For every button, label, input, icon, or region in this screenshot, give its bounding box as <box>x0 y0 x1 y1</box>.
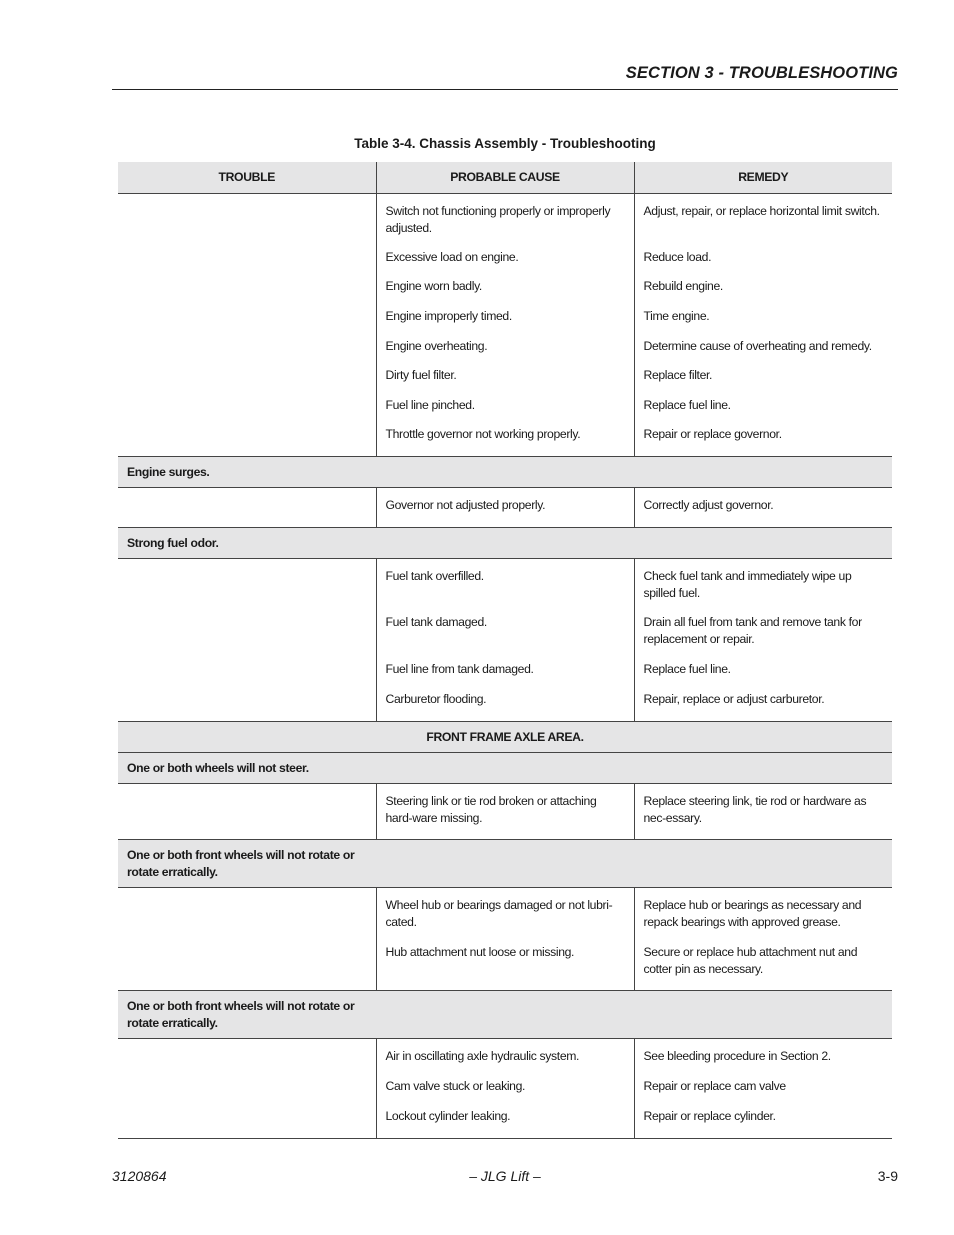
trouble-text: One or both front wheels will not rotate or rotate erratically. <box>127 998 355 1030</box>
remedy-item: Time engine. <box>643 309 710 323</box>
cause-item: Engine overheating. <box>385 339 488 353</box>
remedy-item: Repair or replace cam valve <box>643 1079 786 1093</box>
trouble-row <box>118 753 892 784</box>
remedy-cell <box>634 1039 892 1139</box>
column-header-probable-cause: PROBABLE CAUSE <box>376 162 634 194</box>
remedy-item: Repair, replace or adjust carburetor. <box>643 692 825 706</box>
trouble-description <box>118 528 892 559</box>
cause-item: Fuel tank overfilled. <box>385 569 484 583</box>
remedy-item: Repair or replace governor. <box>643 427 782 441</box>
remedy-cell <box>634 488 892 528</box>
table-caption: Table 3-4. Chassis Assembly - Troubleshooting <box>354 136 656 151</box>
trouble-description <box>118 991 892 1039</box>
column-header-trouble: TROUBLE <box>118 162 376 194</box>
trouble-cell-empty <box>118 888 376 991</box>
probable-cause-cell <box>376 194 634 457</box>
cause-item: Wheel hub or bearings damaged or not lubri-cated. <box>385 898 613 929</box>
remedy-item: Replace steering link, tie rod or hardware as nec-essary. <box>643 794 867 825</box>
cause-item: Engine worn badly. <box>385 279 482 293</box>
page-number: 3-9 <box>877 1168 898 1184</box>
remedy-item: Correctly adjust governor. <box>643 498 774 512</box>
remedy-item: See bleeding procedure in Section 2. <box>643 1049 831 1063</box>
section-heading: FRONT FRAME AXLE AREA. <box>118 722 892 753</box>
remedy-item: Replace fuel line. <box>643 662 731 676</box>
probable-cause-cell <box>376 1039 634 1139</box>
cause-item: Carburetor flooding. <box>385 692 487 706</box>
trouble-row <box>118 991 892 1039</box>
remedy-item: Drain all fuel from tank and remove tank for replacement or repair. <box>643 615 862 646</box>
troubleshooting-table <box>118 162 892 1139</box>
remedy-item: Reduce load. <box>643 250 712 264</box>
trouble-text: One or both front wheels will not rotate or rotate erratically. <box>127 847 355 879</box>
cause-item: Cam valve stuck or leaking. <box>385 1079 526 1093</box>
cause-remedy-block <box>118 194 892 457</box>
trouble-text: One or both wheels will not steer. <box>127 760 309 775</box>
remedy-item: Secure or replace hub attachment nut and cotter pin as necessary. <box>643 945 858 976</box>
section-heading-row <box>118 722 892 753</box>
probable-cause-cell <box>376 784 634 840</box>
column-header-remedy: REMEDY <box>634 162 892 194</box>
trouble-description <box>118 457 892 488</box>
trouble-cell-empty <box>118 488 376 528</box>
remedy-item: Repair or replace cylinder. <box>643 1109 776 1123</box>
cause-item: Hub attachment nut loose or missing. <box>385 945 575 959</box>
probable-cause-cell <box>376 559 634 722</box>
cause-remedy-block <box>118 488 892 528</box>
cause-item: Steering link or tie rod broken or attaching hard-ware missing. <box>385 794 597 825</box>
remedy-cell <box>634 559 892 722</box>
cause-item: Fuel line from tank damaged. <box>385 662 534 676</box>
remedy-item: Check fuel tank and immediately wipe up spilled fuel. <box>643 569 852 600</box>
remedy-item: Adjust, repair, or replace horizontal limit switch. <box>643 204 880 218</box>
cause-remedy-block <box>118 784 892 840</box>
cause-item: Engine improperly timed. <box>385 309 512 323</box>
document-number: 3120864 <box>112 1168 167 1184</box>
header-rule <box>112 89 898 90</box>
remedy-item: Replace hub or bearings as necessary and repack bearings with approved grease. <box>643 898 862 929</box>
remedy-cell <box>634 888 892 991</box>
remedy-item: Rebuild engine. <box>643 279 723 293</box>
trouble-row <box>118 528 892 559</box>
remedy-cell <box>634 194 892 457</box>
section-title: SECTION 3 - TROUBLESHOOTING <box>625 64 898 82</box>
cause-item: Air in oscillating axle hydraulic system. <box>385 1049 580 1063</box>
trouble-cell-empty <box>118 1039 376 1139</box>
cause-remedy-block <box>118 888 892 991</box>
table-body <box>118 194 892 1139</box>
trouble-cell-empty <box>118 194 376 457</box>
cause-item: Throttle governor not working properly. <box>385 427 581 441</box>
cause-item: Fuel line pinched. <box>385 398 475 412</box>
trouble-text: Strong fuel odor. <box>127 535 219 550</box>
cause-item: Lockout cylinder leaking. <box>385 1109 511 1123</box>
cause-remedy-block <box>118 559 892 722</box>
trouble-cell-empty <box>118 559 376 722</box>
trouble-row <box>118 840 892 888</box>
remedy-cell <box>634 784 892 840</box>
cause-item: Dirty fuel filter. <box>385 368 457 382</box>
remedy-item: Replace fuel line. <box>643 398 731 412</box>
table-header-row <box>118 162 892 194</box>
trouble-cell-empty <box>118 784 376 840</box>
cause-item: Fuel tank damaged. <box>385 615 487 629</box>
cause-item: Governor not adjusted properly. <box>385 498 546 512</box>
trouble-row <box>118 457 892 488</box>
remedy-item: Replace filter. <box>643 368 713 382</box>
cause-item: Excessive load on engine. <box>385 250 519 264</box>
trouble-text: Engine surges. <box>127 464 210 479</box>
trouble-description <box>118 840 892 888</box>
probable-cause-cell <box>376 488 634 528</box>
cause-item: Switch not functioning properly or improperly adjusted. <box>385 204 611 235</box>
publisher-footer: – JLG Lift – <box>469 1168 541 1184</box>
trouble-description <box>118 753 892 784</box>
cause-remedy-block <box>118 1039 892 1139</box>
probable-cause-cell <box>376 888 634 991</box>
remedy-item: Determine cause of overheating and remedy. <box>643 339 872 353</box>
